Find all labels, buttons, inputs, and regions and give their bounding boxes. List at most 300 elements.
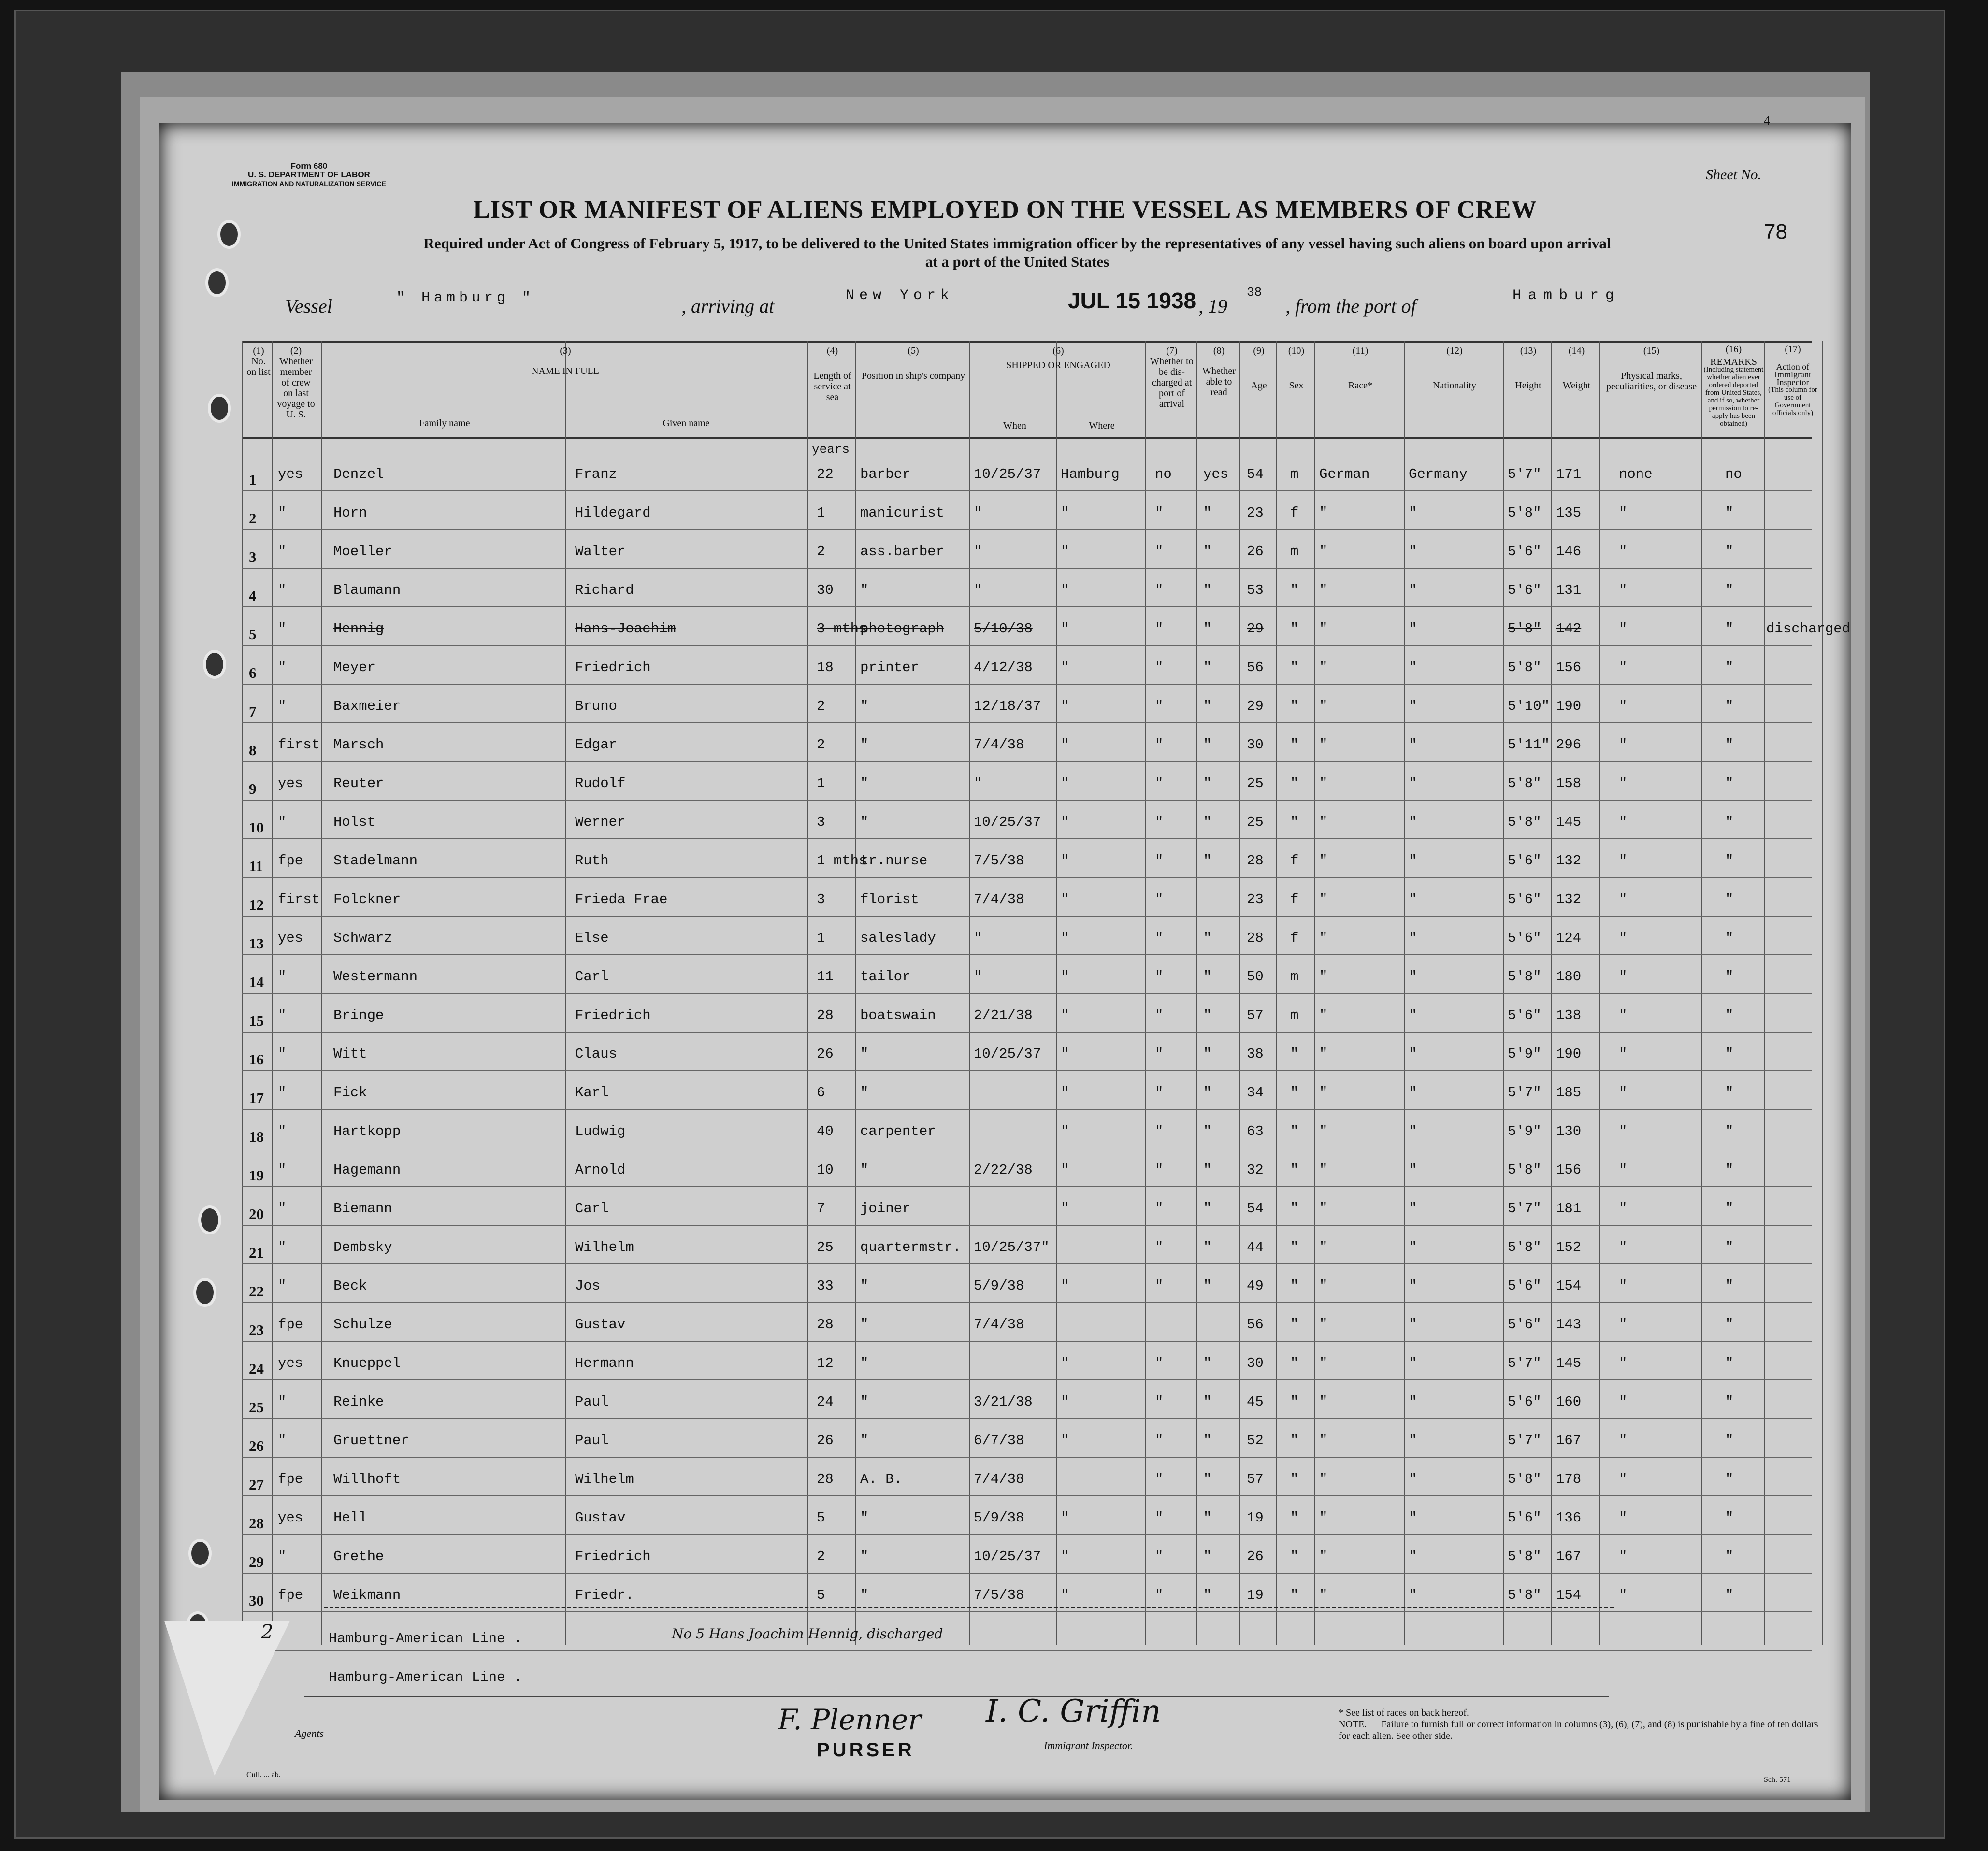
col-14-header xyxy=(1554,345,1599,391)
previous-voyage-cell: " xyxy=(278,814,287,830)
race-cell: " xyxy=(1319,1278,1328,1294)
punch-hole xyxy=(217,220,241,249)
physical-marks-cell: " xyxy=(1619,1046,1628,1062)
col-4-header xyxy=(809,345,855,402)
shipped-when-cell: 5/9/38 xyxy=(974,1510,1024,1526)
from-label: , from the port of xyxy=(1285,295,1416,317)
remarks-cell: " xyxy=(1725,814,1734,830)
shipped-where-cell: " xyxy=(1061,544,1069,560)
discharged-flag-cell: " xyxy=(1155,505,1164,521)
shipped-where-cell: " xyxy=(1061,582,1069,598)
weight-cell: 136 xyxy=(1556,1510,1582,1526)
row-rule xyxy=(242,800,1812,801)
sex-cell: f xyxy=(1290,930,1299,946)
family-name-cell: Meyer xyxy=(333,660,376,675)
shipped-where-cell: " xyxy=(1061,660,1069,675)
shipped-when-cell: 2/22/38 xyxy=(974,1162,1033,1178)
height-cell: 5'9" xyxy=(1508,1123,1541,1139)
shipped-where-cell: " xyxy=(1061,1549,1069,1564)
position-cell: " xyxy=(860,737,869,753)
race-cell: " xyxy=(1319,737,1328,753)
position-cell: " xyxy=(860,1549,869,1564)
col-number: (16) xyxy=(1725,344,1742,355)
given-name-cell: Friedrich xyxy=(575,660,651,675)
age-cell: 45 xyxy=(1247,1394,1264,1410)
discharged-flag-cell: " xyxy=(1155,660,1164,675)
physical-marks-cell: " xyxy=(1619,660,1628,675)
remarks-cell: " xyxy=(1725,621,1734,637)
col-11-header xyxy=(1317,345,1404,391)
row-number: 11 xyxy=(249,858,263,875)
physical-marks-cell: " xyxy=(1619,1278,1628,1294)
previous-voyage-cell: first xyxy=(278,737,320,753)
weight-cell: 180 xyxy=(1556,969,1582,985)
row-rule xyxy=(242,1341,1812,1342)
length-of-service-cell: 24 xyxy=(817,1394,834,1410)
race-cell: " xyxy=(1319,969,1328,985)
position-cell: " xyxy=(860,1587,869,1603)
remarks-cell: " xyxy=(1725,1394,1734,1410)
position-cell: " xyxy=(860,814,869,830)
family-name-cell: Reinke xyxy=(333,1394,384,1410)
height-cell: 5'6" xyxy=(1508,544,1541,560)
nationality-cell: " xyxy=(1409,1007,1417,1023)
height-cell: 5'10" xyxy=(1508,698,1550,714)
given-name-cell: Ludwig xyxy=(575,1123,626,1139)
height-cell: 5'6" xyxy=(1508,1278,1541,1294)
nationality-cell: " xyxy=(1409,1355,1417,1371)
weight-cell: 185 xyxy=(1556,1085,1582,1101)
shipped-where-cell: " xyxy=(1061,853,1069,869)
nationality-cell: " xyxy=(1409,1201,1417,1217)
physical-marks-cell: " xyxy=(1619,698,1628,714)
previous-voyage-cell: " xyxy=(278,1085,287,1101)
col-6-header xyxy=(971,345,1145,371)
corner-number: 4 xyxy=(1764,114,1770,128)
race-cell: " xyxy=(1319,1317,1328,1333)
position-cell: barber xyxy=(860,466,911,482)
remarks-cell: " xyxy=(1725,1007,1734,1023)
family-name-cell: Beck xyxy=(333,1278,367,1294)
row-rule xyxy=(242,1225,1812,1226)
weight-cell: 145 xyxy=(1556,814,1582,830)
age-cell: 57 xyxy=(1247,1007,1264,1023)
discharged-flag-cell: " xyxy=(1155,1046,1164,1062)
remarks-cell: " xyxy=(1725,1162,1734,1178)
col-number: (11) xyxy=(1352,345,1369,356)
weight-cell: 190 xyxy=(1556,698,1582,714)
discharged-flag-cell: " xyxy=(1155,1549,1164,1564)
shipped-where-cell: " xyxy=(1061,1355,1069,1371)
given-name-cell: Richard xyxy=(575,582,634,598)
age-cell: 54 xyxy=(1247,1201,1264,1217)
physical-marks-cell: " xyxy=(1619,582,1628,598)
weight-cell: 160 xyxy=(1556,1394,1582,1410)
shipped-where-cell: " xyxy=(1061,1433,1069,1449)
physical-marks-cell: " xyxy=(1619,1587,1628,1603)
given-name-cell: Hildegard xyxy=(575,505,651,521)
length-of-service-cell: 28 xyxy=(817,1007,834,1023)
length-of-service-cell: 2 xyxy=(817,544,825,560)
given-name-cell: Edgar xyxy=(575,737,618,753)
remarks-cell: " xyxy=(1725,1549,1734,1564)
height-cell: 5'7" xyxy=(1508,1085,1541,1101)
shipped-when-cell: 12/18/37 xyxy=(974,698,1041,714)
physical-marks-cell: " xyxy=(1619,1085,1628,1101)
physical-marks-cell: " xyxy=(1619,1471,1628,1487)
row-rule xyxy=(242,1109,1812,1110)
years-unit-note: years xyxy=(812,442,850,457)
row-number: 21 xyxy=(249,1244,264,1261)
discharged-flag-cell: " xyxy=(1155,775,1164,791)
height-cell: 5'8" xyxy=(1508,660,1541,675)
given-name-cell: Friedrich xyxy=(575,1549,651,1564)
col-8-header xyxy=(1198,345,1239,398)
col-number: (5) xyxy=(908,345,919,356)
previous-voyage-cell: " xyxy=(278,621,287,637)
age-cell: 53 xyxy=(1247,582,1264,598)
physical-marks-cell: " xyxy=(1619,1123,1628,1139)
race-cell: " xyxy=(1319,1394,1328,1410)
family-name-cell: Denzel xyxy=(333,466,384,482)
physical-marks-cell: " xyxy=(1619,621,1628,637)
able-to-read-cell: " xyxy=(1203,1549,1212,1564)
able-to-read-cell: " xyxy=(1203,1046,1212,1062)
position-cell: " xyxy=(860,1355,869,1371)
shipped-when-cell: 2/21/38 xyxy=(974,1007,1033,1023)
age-cell: 32 xyxy=(1247,1162,1264,1178)
length-of-service-cell: 25 xyxy=(817,1239,834,1255)
row-number: 24 xyxy=(249,1360,264,1377)
physical-marks-cell: " xyxy=(1619,1162,1628,1178)
height-cell: 5'8" xyxy=(1508,621,1541,637)
position-cell: photograph xyxy=(860,621,945,637)
row-number: 10 xyxy=(249,819,264,836)
col-title: Sex xyxy=(1289,380,1304,391)
row-rule xyxy=(242,684,1812,685)
row-number: 29 xyxy=(249,1553,264,1570)
nationality-cell: " xyxy=(1409,969,1417,985)
age-cell: 23 xyxy=(1247,891,1264,907)
remarks-cell: " xyxy=(1725,660,1734,675)
family-name-cell: Horn xyxy=(333,505,367,521)
punch-hole xyxy=(205,268,229,297)
nationality-cell: " xyxy=(1409,621,1417,637)
age-cell: 50 xyxy=(1247,969,1264,985)
remarks-cell: " xyxy=(1725,1471,1734,1487)
position-cell: " xyxy=(860,1394,869,1410)
from-port: Hamburg xyxy=(1513,287,1621,304)
nationality-cell: " xyxy=(1409,853,1417,869)
discharged-flag-cell: " xyxy=(1155,891,1164,907)
col-3-header xyxy=(324,345,807,376)
shipped-when-cell: 10/25/37 xyxy=(974,466,1041,482)
age-cell: 44 xyxy=(1247,1239,1264,1255)
sex-cell: " xyxy=(1290,1085,1299,1101)
position-cell: tr.nurse xyxy=(860,853,928,869)
col-title: Whether able to read xyxy=(1202,366,1236,398)
row-number: 6 xyxy=(249,664,257,681)
previous-voyage-cell: " xyxy=(278,969,287,985)
position-cell: " xyxy=(860,1510,869,1526)
nationality-cell: " xyxy=(1409,737,1417,753)
shipped-when-cell: 10/25/37 xyxy=(974,814,1041,830)
nationality-cell: " xyxy=(1409,814,1417,830)
able-to-read-cell: " xyxy=(1203,1355,1212,1371)
col-title: No. on list xyxy=(246,356,271,377)
position-cell: " xyxy=(860,1317,869,1333)
shipped-where-cell: " xyxy=(1061,621,1069,637)
position-cell: " xyxy=(860,1278,869,1294)
col-15-header xyxy=(1602,345,1701,392)
nationality-cell: " xyxy=(1409,698,1417,714)
weight-cell: 167 xyxy=(1556,1549,1582,1564)
nationality-cell: " xyxy=(1409,505,1417,521)
nationality-cell: " xyxy=(1409,1394,1417,1410)
height-cell: 5'6" xyxy=(1508,853,1541,869)
previous-voyage-cell: yes xyxy=(278,466,303,482)
length-of-service-cell: 28 xyxy=(817,1317,834,1333)
row-number: 5 xyxy=(249,626,257,643)
shipped-where-cell: " xyxy=(1061,1510,1069,1526)
row-rule xyxy=(242,1534,1812,1535)
age-cell: 34 xyxy=(1247,1085,1264,1101)
sex-cell: " xyxy=(1290,660,1299,675)
nationality-cell: " xyxy=(1409,1433,1417,1449)
physical-marks-cell: " xyxy=(1619,1510,1628,1526)
age-cell: 56 xyxy=(1247,1317,1264,1333)
shipped-when-cell: 7/5/38 xyxy=(974,853,1024,869)
shipped-where-cell: " xyxy=(1061,775,1069,791)
sex-cell: m xyxy=(1290,466,1299,482)
given-name-cell: Gustav xyxy=(575,1317,626,1333)
punch-hole xyxy=(198,1205,221,1234)
height-cell: 5'6" xyxy=(1508,1510,1541,1526)
race-cell: " xyxy=(1319,1007,1328,1023)
row-rule xyxy=(242,954,1812,955)
race-cell: " xyxy=(1319,1355,1328,1371)
year-suffix: 38 xyxy=(1247,285,1262,300)
discharged-flag-cell: " xyxy=(1155,1278,1164,1294)
able-to-read-cell: " xyxy=(1203,1007,1212,1023)
given-name-cell: Jos xyxy=(575,1278,601,1294)
race-cell: " xyxy=(1319,660,1328,675)
discharged-flag-cell: " xyxy=(1155,853,1164,869)
row-rule xyxy=(242,568,1812,569)
race-cell: " xyxy=(1319,621,1328,637)
sex-cell: " xyxy=(1290,1239,1299,1255)
column-rule xyxy=(1822,341,1823,1645)
page-corner-number: 2 xyxy=(261,1621,274,1643)
row-number: 9 xyxy=(249,780,257,797)
remarks-cell: no xyxy=(1725,466,1742,482)
nationality-cell: " xyxy=(1409,1510,1417,1526)
row-rule xyxy=(242,1650,1812,1651)
sex-cell: m xyxy=(1290,544,1299,560)
row-rule xyxy=(242,606,1812,607)
given-name-header: Given name xyxy=(663,418,710,429)
schedule-number: Sch. 571 xyxy=(1764,1776,1791,1784)
sex-cell: " xyxy=(1290,814,1299,830)
given-name-cell: Carl xyxy=(575,1201,609,1217)
family-name-cell: Reuter xyxy=(333,775,384,791)
age-cell: 29 xyxy=(1247,621,1264,637)
height-cell: 5'6" xyxy=(1508,1007,1541,1023)
col-title: Nationality xyxy=(1433,380,1476,391)
nationality-cell: Germany xyxy=(1409,466,1468,482)
previous-voyage-cell: " xyxy=(278,698,287,714)
col-number: (1) xyxy=(253,345,264,356)
given-name-cell: Hans-Joachim xyxy=(575,621,676,637)
family-name-cell: Folckner xyxy=(333,891,401,907)
length-of-service-cell: 12 xyxy=(817,1355,834,1371)
height-cell: 5'11" xyxy=(1508,737,1550,753)
height-cell: 5'7" xyxy=(1508,466,1541,482)
punch-hole xyxy=(203,650,226,679)
previous-voyage-cell: yes xyxy=(278,930,303,946)
height-cell: 5'8" xyxy=(1508,1239,1541,1255)
nationality-cell: " xyxy=(1409,1085,1417,1101)
shipped-when-cell: " xyxy=(974,969,982,985)
physical-marks-cell: " xyxy=(1619,1317,1628,1333)
shipped-when-cell: " xyxy=(974,582,982,598)
given-name-cell: Wilhelm xyxy=(575,1239,634,1255)
race-cell: " xyxy=(1319,698,1328,714)
remarks-cell: " xyxy=(1725,853,1734,869)
height-cell: 5'8" xyxy=(1508,505,1541,521)
col-number: (14) xyxy=(1568,345,1585,356)
weight-cell: 132 xyxy=(1556,891,1582,907)
nationality-cell: " xyxy=(1409,660,1417,675)
remarks-cell: " xyxy=(1725,505,1734,521)
position-cell: " xyxy=(860,582,869,598)
row-number: 22 xyxy=(249,1283,264,1300)
remarks-cell: " xyxy=(1725,544,1734,560)
row-number: 17 xyxy=(249,1090,264,1106)
remarks-cell: " xyxy=(1725,1278,1734,1294)
discharged-flag-cell: " xyxy=(1155,1162,1164,1178)
col-2-header xyxy=(275,345,317,420)
family-name-cell: Grethe xyxy=(333,1549,384,1564)
sex-cell: " xyxy=(1290,1046,1299,1062)
row-rule xyxy=(242,1418,1812,1419)
row-number: 27 xyxy=(249,1476,264,1493)
race-cell: " xyxy=(1319,775,1328,791)
col-number: (13) xyxy=(1520,345,1537,356)
discharged-flag-cell: " xyxy=(1155,1433,1164,1449)
nationality-cell: " xyxy=(1409,1046,1417,1062)
col-number: (17) xyxy=(1785,344,1801,355)
height-cell: 5'7" xyxy=(1508,1201,1541,1217)
sex-cell: m xyxy=(1290,1007,1299,1023)
weight-cell: 154 xyxy=(1556,1278,1582,1294)
length-of-service-cell: 26 xyxy=(817,1046,834,1062)
discharged-flag-cell: " xyxy=(1155,814,1164,830)
remarks-cell: " xyxy=(1725,1123,1734,1139)
shipped-where-cell: " xyxy=(1061,1394,1069,1410)
length-of-service-cell: 22 xyxy=(817,466,834,482)
sex-cell: " xyxy=(1290,621,1299,637)
position-cell: carpenter xyxy=(860,1123,936,1139)
given-name-cell: Arnold xyxy=(575,1162,626,1178)
row-number: 26 xyxy=(249,1437,264,1454)
shipped-when-cell: 10/25/37 xyxy=(974,1046,1041,1062)
signature-rule xyxy=(304,1696,1609,1697)
col-title: Physical marks, peculiarities, or disease xyxy=(1606,371,1697,392)
shipped-when-cell: 3/21/38 xyxy=(974,1394,1033,1410)
previous-voyage-cell: fpe xyxy=(278,1587,303,1603)
race-cell: " xyxy=(1319,1549,1328,1564)
discharged-flag-cell: " xyxy=(1155,1239,1164,1255)
race-cell: German xyxy=(1319,466,1370,482)
age-cell: 30 xyxy=(1247,737,1264,753)
sex-cell: " xyxy=(1290,1317,1299,1333)
discharged-flag-cell: " xyxy=(1155,621,1164,637)
nationality-cell: " xyxy=(1409,1317,1417,1333)
length-of-service-cell: 10 xyxy=(817,1162,834,1178)
race-cell: " xyxy=(1319,1587,1328,1603)
row-number: 14 xyxy=(249,974,264,990)
given-name-cell: Else xyxy=(575,930,609,946)
physical-marks-cell: " xyxy=(1619,1239,1628,1255)
given-name-cell: Carl xyxy=(575,969,609,985)
length-of-service-cell: 6 xyxy=(817,1085,825,1101)
discharged-flag-cell: " xyxy=(1155,1394,1164,1410)
length-of-service-cell: 3 xyxy=(817,891,825,907)
race-cell: " xyxy=(1319,1085,1328,1101)
able-to-read-cell: " xyxy=(1203,1433,1212,1449)
shipped-when-cell: 7/4/38 xyxy=(974,737,1024,753)
age-cell: 25 xyxy=(1247,775,1264,791)
given-name-cell: Wilhelm xyxy=(575,1471,634,1487)
discharged-flag-cell: " xyxy=(1155,737,1164,753)
vessel-name: " Hamburg " xyxy=(396,290,535,306)
family-name-cell: Hennig xyxy=(333,621,384,637)
previous-voyage-cell: " xyxy=(278,660,287,675)
nationality-cell: " xyxy=(1409,1123,1417,1139)
position-cell: tailor xyxy=(860,969,911,985)
col-number: (4) xyxy=(826,345,838,356)
shipped-when-cell: 7/4/38 xyxy=(974,891,1024,907)
sex-cell: " xyxy=(1290,1587,1299,1603)
race-cell: " xyxy=(1319,1123,1328,1139)
remarks-cell: " xyxy=(1725,1085,1734,1101)
shipped-where-cell: " xyxy=(1061,969,1069,985)
previous-voyage-cell: fpe xyxy=(278,1471,303,1487)
sex-cell: " xyxy=(1290,1355,1299,1371)
col-1-header xyxy=(246,345,271,377)
row-rule xyxy=(242,877,1812,878)
discharged-flag-cell: " xyxy=(1155,969,1164,985)
nationality-cell: " xyxy=(1409,1239,1417,1255)
height-cell: 5'6" xyxy=(1508,1317,1541,1333)
previous-voyage-cell: " xyxy=(278,1433,287,1449)
agents-label: Agents xyxy=(295,1727,324,1739)
given-name-cell: Ruth xyxy=(575,853,609,869)
nationality-cell: " xyxy=(1409,775,1417,791)
row-number: 3 xyxy=(249,548,257,565)
race-cell: " xyxy=(1319,853,1328,869)
shipped-where-cell: " xyxy=(1061,930,1069,946)
age-cell: 63 xyxy=(1247,1123,1264,1139)
able-to-read-cell: " xyxy=(1203,1587,1212,1603)
family-name-cell: Hagemann xyxy=(333,1162,401,1178)
sex-cell: f xyxy=(1290,505,1299,521)
row-rule xyxy=(242,645,1812,646)
able-to-read-cell: " xyxy=(1203,582,1212,598)
inspector-signature: I. C. Griffin xyxy=(986,1693,1161,1729)
family-name-cell: Holst xyxy=(333,814,376,830)
